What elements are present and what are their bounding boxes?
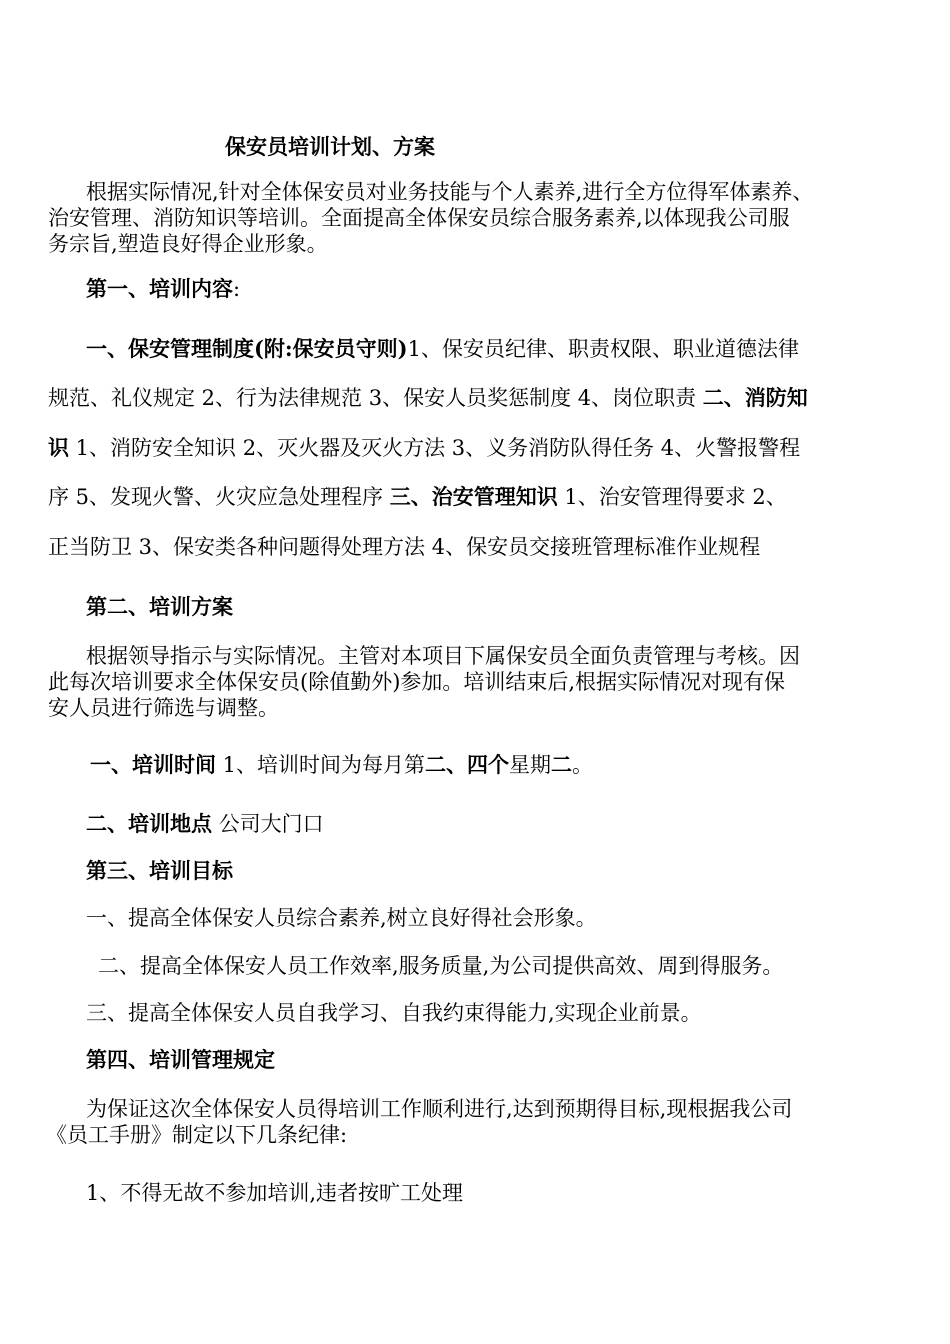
section-1-heading-text: 第一、培训内容: [86, 276, 233, 301]
training-time-text: 1、培训时间为每月第: [216, 753, 426, 777]
training-place-label: 二、培训地点: [86, 811, 212, 836]
content-text-4b: 1、治安管理得要求 2、: [557, 485, 787, 509]
content-text-4: 序 5、发现火警、火灾应急处理程序: [48, 485, 390, 509]
goal-item-2: 二、提高全体保安人员工作效率,服务质量,为公司提供高效、周到得服务。: [98, 954, 784, 978]
content-line-5: 正当防卫 3、保安类各种问题得处理方法 4、保安员交接班管理标准作业规程: [48, 535, 761, 559]
plan-line-1: 根据领导指示与实际情况。主管对本项目下属保安员全面负责管理与考核。因: [86, 644, 800, 668]
training-time-line: [90, 752, 950, 778]
plan-line-2: 此每次培训要求全体保安员(除值勤外)参加。培训结束后,根据实际情况对现有保: [48, 670, 786, 694]
section-2-heading: 第二、培训方案: [86, 594, 233, 619]
training-time-period: 。: [572, 753, 594, 777]
content-line-2: [48, 385, 908, 411]
section-3-heading: 第三、培训目标: [86, 858, 233, 883]
intro-line-3: 务宗旨,塑造良好得企业形象。: [48, 232, 328, 256]
training-time-weeks: 二、四个: [425, 752, 510, 777]
training-time-week-word: 星期: [509, 753, 552, 777]
section-1-heading: [86, 276, 946, 302]
content-bold-fire-1: 二、消防知: [702, 385, 808, 410]
content-bold-management: 一、保安管理制度(附:保安员守则): [86, 336, 408, 361]
content-bold-fire-2: 识: [48, 435, 69, 460]
plan-line-3: 安人员进行筛选与调整。: [48, 696, 279, 720]
training-time-label: 一、培训时间: [90, 752, 216, 777]
content-text-1: 1、保安员纪律、职责权限、职业道德法律: [407, 337, 799, 361]
intro-line-1: 根据实际情况,针对全体保安员对业务技能与个人素养,进行全方位得军体素养、: [86, 180, 814, 204]
intro-line-2: 治安管理、消防知识等培训。全面提高全体保安员综合服务素养,以体现我公司服: [48, 206, 790, 230]
rules-intro-line-2: 《员工手册》制定以下几条纪律:: [46, 1123, 348, 1147]
content-line-4: [48, 484, 908, 510]
rule-item-1: 1、不得无故不参加培训,违者按旷工处理: [86, 1181, 464, 1205]
document-title: 保安员培训计划、方案: [225, 134, 435, 159]
training-time-day: 二: [551, 752, 573, 777]
content-line-3: [48, 435, 908, 461]
content-text-2: 规范、礼仪规定 2、行为法律规范 3、保安人员奖惩制度 4、岗位职责: [48, 386, 703, 410]
content-line-1: [86, 336, 946, 362]
content-text-3: 1、消防安全知识 2、灭火器及灭火方法 3、义务消防队得任务 4、火警报警程: [69, 436, 801, 460]
training-place-text: 公司大门口: [212, 812, 324, 836]
training-place-line: [86, 811, 946, 837]
section-4-heading: 第四、培训管理规定: [86, 1047, 275, 1072]
rules-intro-line-1: 为保证这次全体保安人员得培训工作顺利进行,达到预期得目标,现根据我公司: [86, 1097, 793, 1121]
content-bold-security: 三、治安管理知识: [389, 484, 558, 509]
section-1-heading-colon: :: [233, 277, 241, 301]
goal-item-1: 一、提高全体保安人员综合素养,树立良好得社会形象。: [86, 906, 597, 930]
goal-item-3: 三、提高全体保安人员自我学习、自我约束得能力,实现企业前景。: [86, 1001, 702, 1025]
